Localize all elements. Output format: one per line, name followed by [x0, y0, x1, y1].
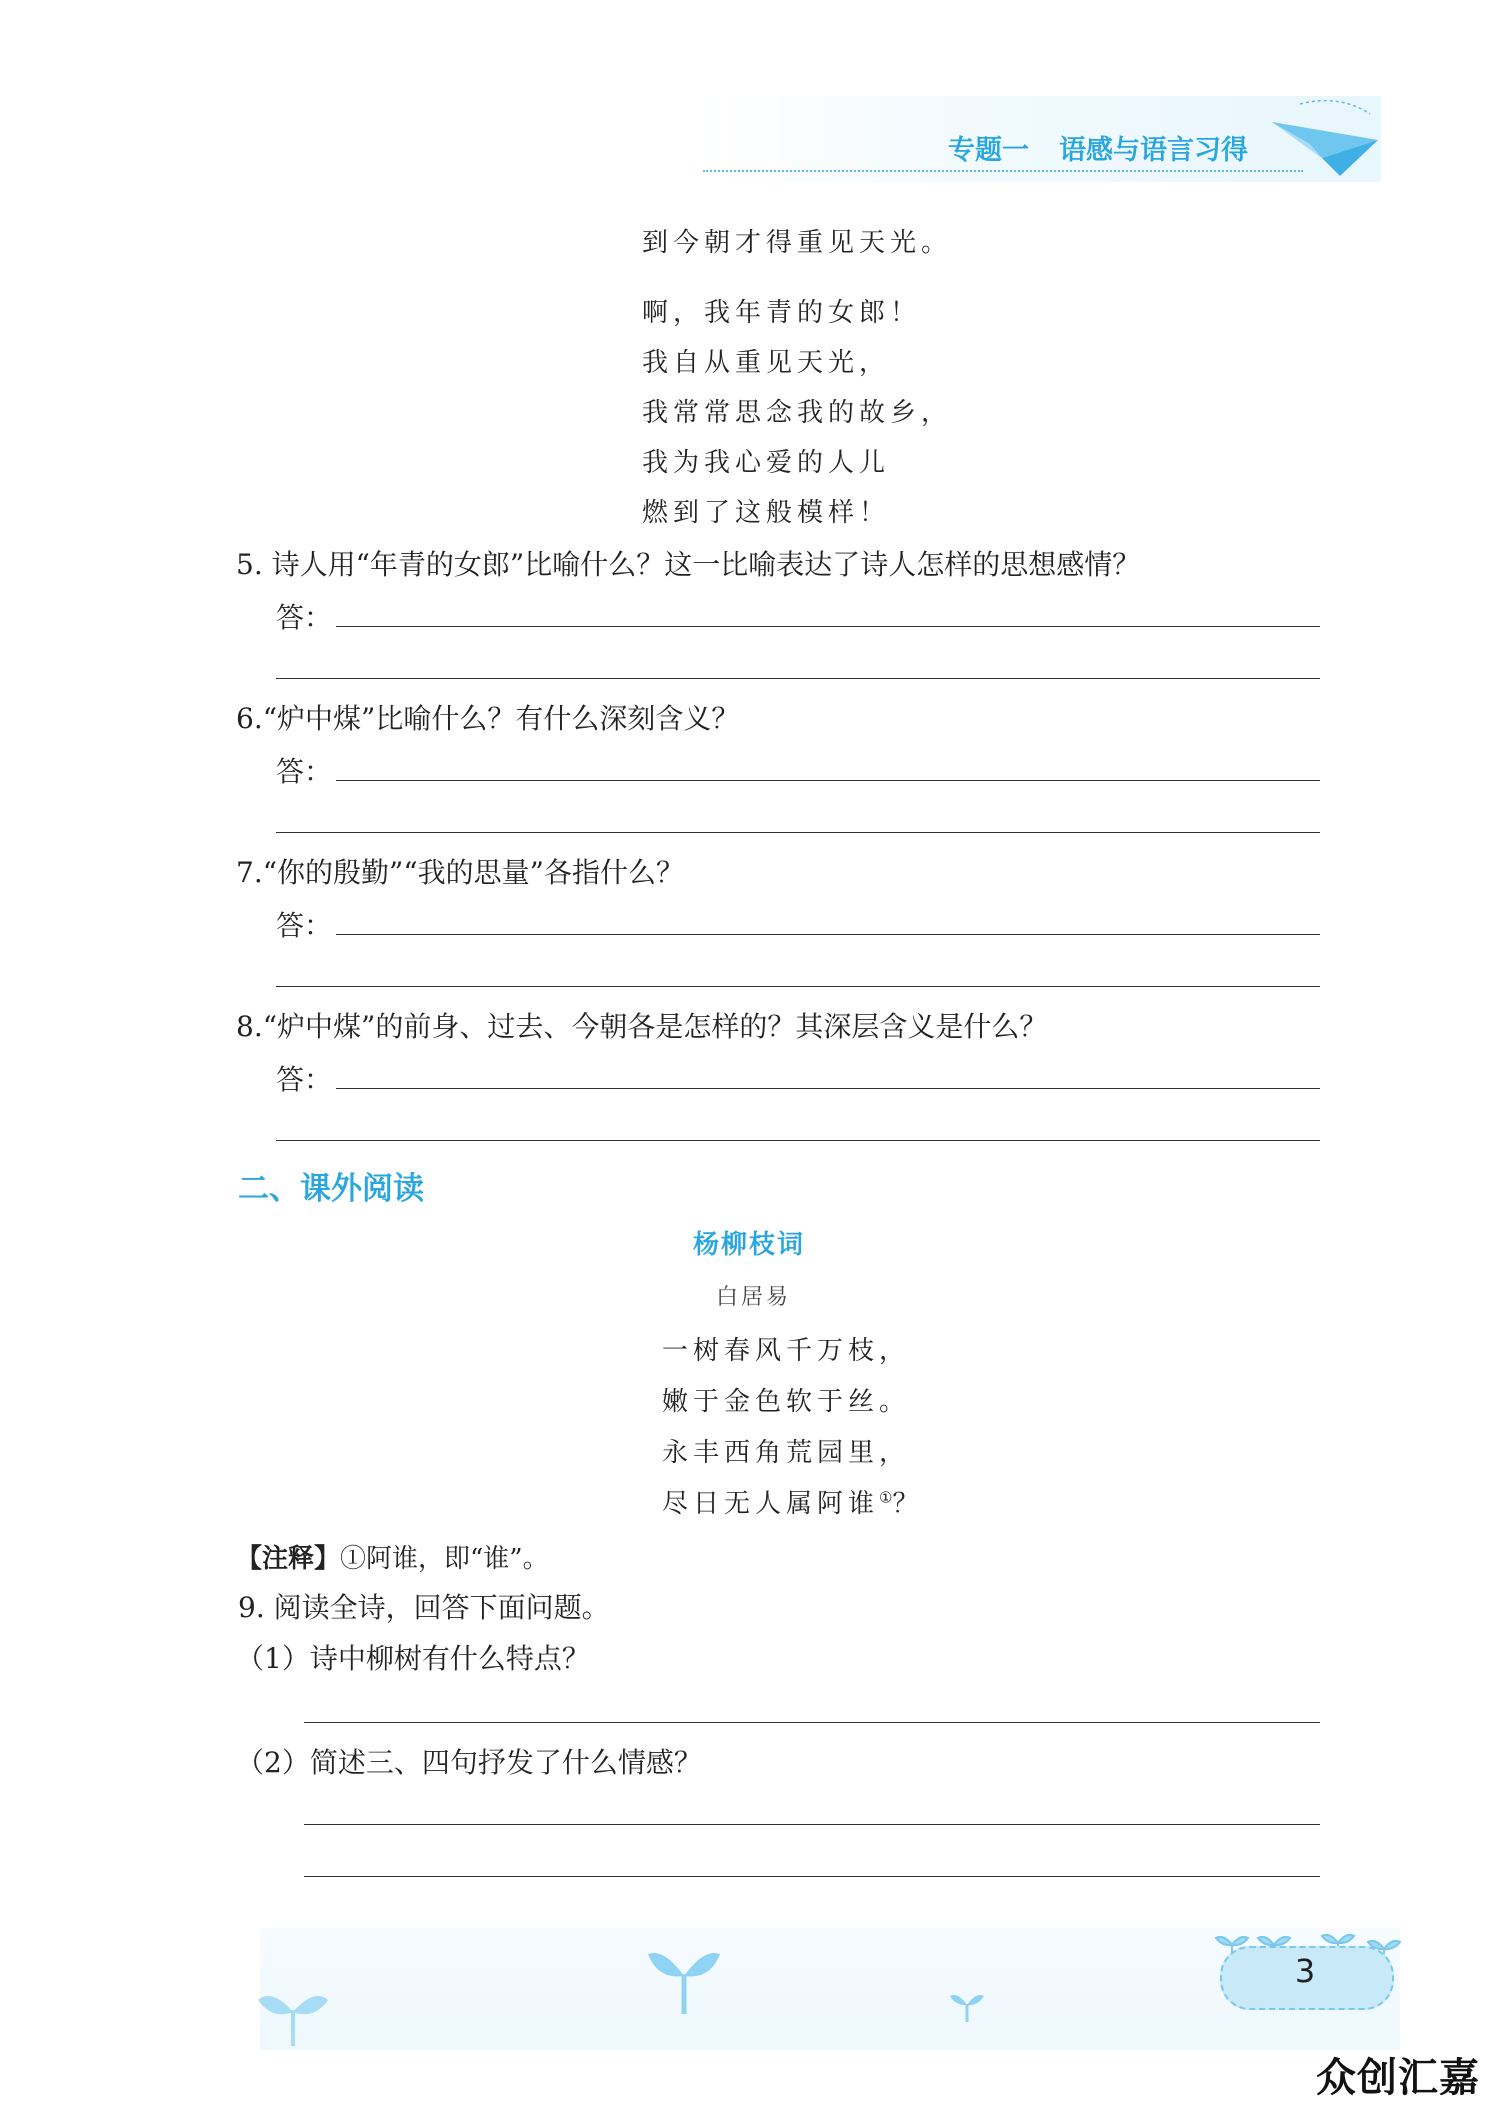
sprout-icon	[258, 1980, 328, 2050]
answer-line[interactable]	[276, 1140, 1320, 1141]
poem-line: 到今朝才得重见天光。	[642, 228, 953, 258]
section-title: 二、课外阅读	[238, 1171, 424, 1207]
poem-line: 啊，我年青的女郎！	[642, 298, 922, 328]
answer-line[interactable]	[336, 626, 1320, 627]
poem-author: 白居易	[716, 1285, 792, 1310]
poem-line-text: 尽日无人属阿谁	[662, 1489, 880, 1519]
poem-line: 我为我心爱的人儿	[642, 448, 891, 478]
question-9: 9. 阅读全诗，回答下面问题。	[238, 1591, 610, 1624]
sub-question-2: （2）简述三、四句抒发了什么情感？	[236, 1746, 702, 1779]
sprout-icon	[648, 1944, 720, 2016]
page-number: 3	[1294, 1952, 1316, 1990]
answer-label: 答：	[276, 909, 333, 942]
poem-title: 杨柳枝词	[693, 1230, 806, 1260]
poem-line	[662, 1483, 923, 1520]
sub-question-1: （1）诗中柳树有什么特点？	[236, 1642, 590, 1675]
answer-line[interactable]	[276, 678, 1320, 679]
answer-line[interactable]	[304, 1876, 1320, 1877]
annotation	[236, 1538, 549, 1575]
footnote-mark: ①	[879, 1488, 893, 1507]
answer-line[interactable]	[304, 1722, 1320, 1723]
poem-line: 永丰西角荒园里，	[662, 1438, 911, 1468]
question-5: 5. 诗人用“年青的女郎”比喻什么？这一比喻表达了诗人怎样的思想感情？	[236, 548, 1141, 581]
header-title	[948, 128, 1248, 167]
poem-line: 我自从重见天光，	[642, 348, 891, 378]
answer-line[interactable]	[276, 832, 1320, 833]
answer-line[interactable]	[336, 934, 1320, 935]
question-6: 6.“炉中煤”比喻什么？有什么深刻含义？	[236, 702, 740, 735]
poem-line: 一树春风千万枝，	[662, 1336, 911, 1366]
answer-label: 答：	[276, 1063, 333, 1096]
poem-line-end: ？	[892, 1489, 924, 1519]
poem-line: 嫩于金色软于丝。	[662, 1387, 911, 1417]
annotation-text: ①阿谁，即“谁”。	[340, 1544, 549, 1574]
poem-line: 燃到了这般模样！	[642, 498, 891, 528]
answer-line[interactable]	[336, 780, 1320, 781]
header-dotted-line	[703, 170, 1303, 172]
answer-label: 答：	[276, 755, 333, 788]
watermark-logo: 众创汇嘉	[1316, 2055, 1480, 2101]
question-7: 7.“你的殷勤”“我的思量”各指什么？	[236, 856, 684, 889]
paper-plane-icon	[1270, 100, 1380, 180]
poem-line: 我常常思念我的故乡，	[642, 398, 953, 428]
header-topic: 专题一	[948, 135, 1029, 166]
question-8: 8.“炉中煤”的前身、过去、今朝各是怎样的？其深层含义是什么？	[236, 1010, 1048, 1043]
answer-line[interactable]	[276, 986, 1320, 987]
header-subject: 语感与语言习得	[1059, 135, 1248, 166]
answer-line[interactable]	[336, 1088, 1320, 1089]
annotation-label: 【注释】	[236, 1544, 341, 1574]
answer-line[interactable]	[304, 1824, 1320, 1825]
answer-label: 答：	[276, 601, 333, 634]
sprout-icon	[950, 1990, 984, 2024]
